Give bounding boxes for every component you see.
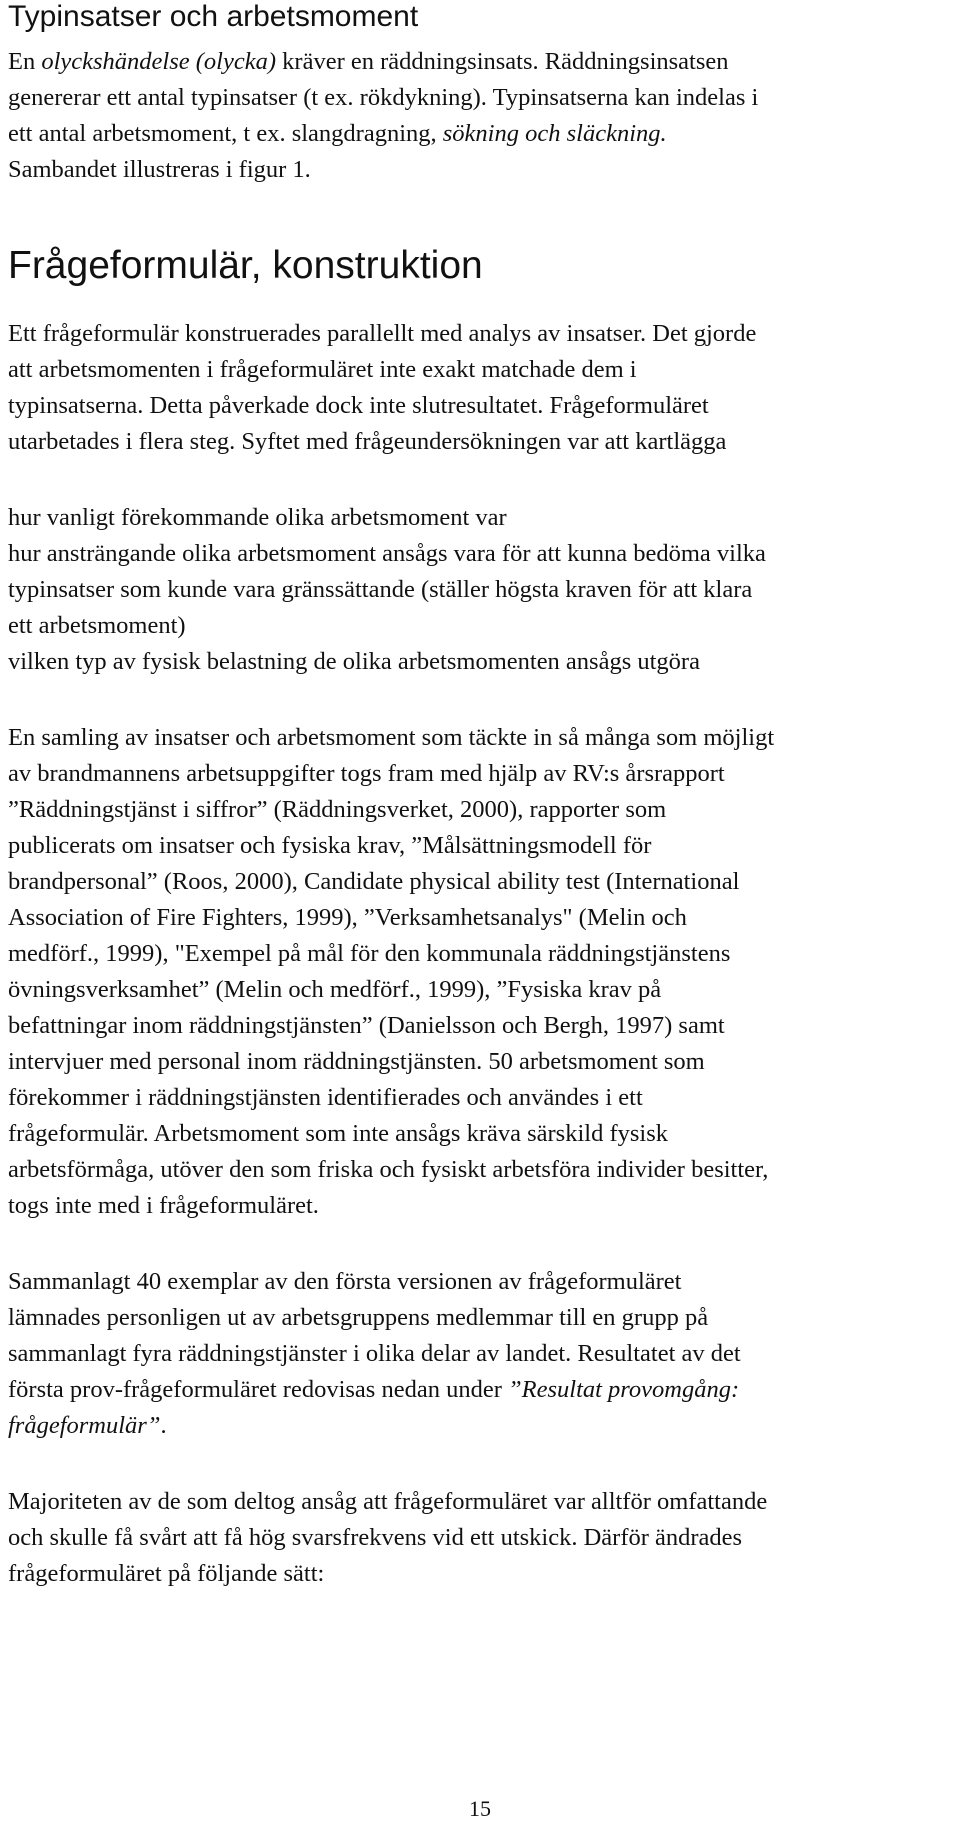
paragraph-line: befattningar inom räddningstjänsten” (Danielsson och Bergh, 1997) samt <box>8 1012 725 1039</box>
list-item: ett arbetsmoment) <box>8 612 186 639</box>
paragraph-line: brandpersonal” (Roos, 2000), Candidate physical ability test (International <box>8 868 740 895</box>
paragraph-line: ”Räddningstjänst i siffror” (Räddningsverket, 2000), rapporter som <box>8 796 667 823</box>
paragraph-line: typinsatserna. Detta påverkade dock inte slutresultatet. Frågeformuläret <box>8 392 709 419</box>
paragraph-line: Majoriteten av de som deltog ansåg att frågeformuläret var alltför omfattande <box>8 1488 768 1515</box>
text-run: ett antal arbetsmoment, t ex. slangdragning, <box>8 120 443 147</box>
paragraph-line: frågeformulär. Arbetsmoment som inte ansågs kräva särskild fysisk <box>8 1120 668 1147</box>
paragraph-line: medförf., 1999), "Exempel på mål för den kommunala räddningstjänstens <box>8 940 731 967</box>
italic-term: olyckshändelse (olycka) <box>41 48 277 75</box>
paragraph-line: utarbetades i flera steg. Syftet med frågeundersökningen var att kartlägga <box>8 428 727 455</box>
paragraph-line: att arbetsmomenten i frågeformuläret inte exakt matchade dem i <box>8 356 637 383</box>
paragraph-line <box>8 1372 739 1408</box>
italic-reference: frågeformulär” <box>8 1412 161 1439</box>
section-heading-typinsatser: Typinsatser och arbetsmoment <box>8 0 419 33</box>
section-heading-frageformular: Frågeformulär, konstruktion <box>8 244 483 287</box>
list-item: vilken typ av fysisk belastning de olika arbetsmomenten ansågs utgöra <box>8 648 700 675</box>
paragraph-line: intervjuer med personal inom räddningstjänsten. 50 arbetsmoment som <box>8 1048 705 1075</box>
paragraph-line: förekommer i räddningstjänsten identifierades och användes i ett <box>8 1084 643 1111</box>
paragraph-line: publicerats om insatser och fysiska krav, ”Målsättningsmodell för <box>8 832 652 859</box>
paragraph-line: av brandmannens arbetsuppgifter togs fram med hjälp av RV:s årsrapport <box>8 760 725 787</box>
paragraph-line: Association of Fire Fighters, 1999), ”Verksamhetsanalys" (Melin och <box>8 904 687 931</box>
list-item: hur vanligt förekommande olika arbetsmoment var <box>8 504 507 531</box>
intro-line: genererar ett antal typinsatser (t ex. rökdykning). Typinsatserna kan indelas i <box>8 84 759 111</box>
paragraph-line <box>8 1408 167 1444</box>
intro-line: Sambandet illustreras i figur 1. <box>8 156 311 183</box>
paragraph-line: Ett frågeformulär konstruerades parallellt med analys av insatser. Det gjorde <box>8 320 757 347</box>
text-run: första prov-frågeformuläret redovisas nedan under <box>8 1376 509 1403</box>
page-number: 15 <box>469 1796 491 1821</box>
text-run: En <box>8 48 42 75</box>
paragraph-line: och skulle få svårt att få hög svarsfrekvens vid ett utskick. Därför ändrades <box>8 1524 743 1551</box>
intro-line <box>8 116 667 152</box>
intro-line <box>8 44 729 80</box>
text-run: kräver en räddningsinsats. Räddningsinsatsen <box>276 48 729 75</box>
list-item: typinsatser som kunde vara gränssättande (ställer högsta kraven för att klara <box>8 576 753 603</box>
text-run: . <box>160 1412 167 1439</box>
list-item: hur ansträngande olika arbetsmoment ansågs vara för att kunna bedöma vilka <box>8 540 766 567</box>
paragraph-line: togs inte med i frågeformuläret. <box>8 1192 319 1219</box>
paragraph-line: En samling av insatser och arbetsmoment som täckte in så många som möjligt <box>8 724 775 751</box>
paragraph-line: Sammanlagt 40 exemplar av den första versionen av frågeformuläret <box>8 1268 682 1295</box>
paragraph-line: frågeformuläret på följande sätt: <box>8 1560 325 1587</box>
paragraph-line: övningsverksamhet” (Melin och medförf., 1999), ”Fysiska krav på <box>8 976 662 1003</box>
paragraph-line: arbetsförmåga, utöver den som friska och fysiskt arbetsföra individer besitter, <box>8 1156 769 1183</box>
paragraph-line: lämnades personligen ut av arbetsgruppens medlemmar till en grupp på <box>8 1304 709 1331</box>
italic-term: sökning och släckning. <box>442 120 667 147</box>
italic-reference: ”Resultat provomgång: <box>508 1376 740 1403</box>
paragraph-line: sammanlagt fyra räddningstjänster i olika delar av landet. Resultatet av det <box>8 1340 741 1367</box>
